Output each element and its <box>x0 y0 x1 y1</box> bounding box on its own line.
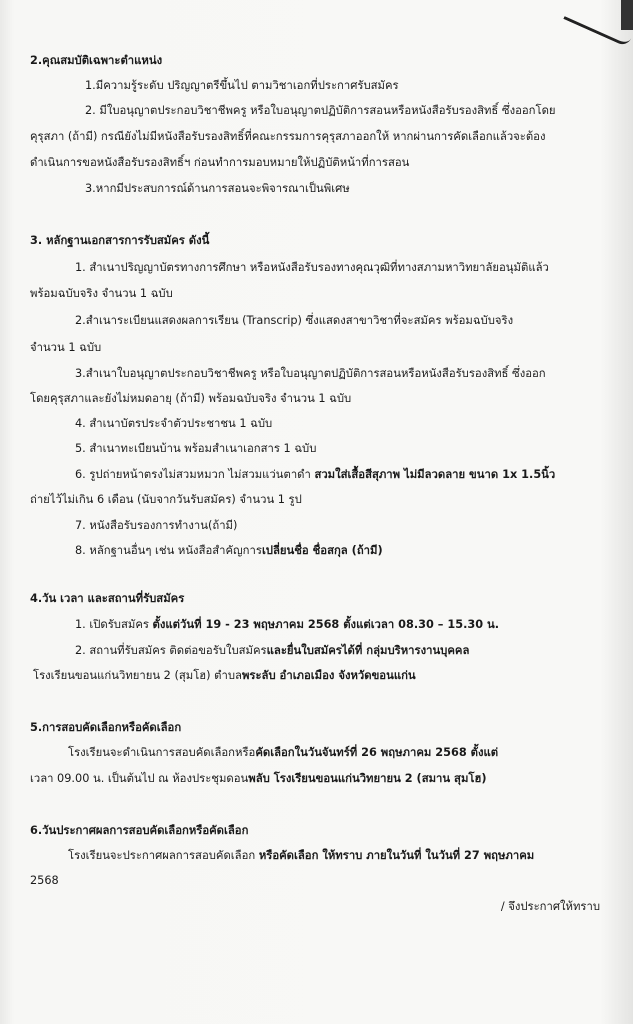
s4-item-2-text: 2. สถานที่รับสมัคร ติดต่อขอรับใบสมัคร <box>75 644 267 657</box>
s4-item-2-line-2 <box>33 665 416 687</box>
s2-item-1: 1.มีความรู้ระดับ ปริญญาตรีขึ้นไป ตามวิชาเอกที่ประกาศรับสมัคร <box>85 79 399 92</box>
s3-item-1-line-2: พร้อมฉบับจริง จำนวน 1 ฉบับ <box>30 287 173 300</box>
s3-item-8 <box>75 540 383 562</box>
page-corner-shadow <box>621 0 633 30</box>
s6-line-2: 2568 <box>30 874 59 887</box>
s4-item-2-bold: และยื่นใบสมัครได้ที่ กลุ่มบริหารงานบุคคล <box>266 644 470 657</box>
s3-item-3-line-2: โดยคุรุสภาและยังไม่หมดอายุ (ถ้ามี) พร้อมฉบับจริง จำนวน 1 ฉบับ <box>30 392 352 405</box>
section-6-heading: 6.วันประกาศผลการสอบคัดเลือกหรือคัดเลือก <box>30 824 249 837</box>
s6-line-1-text: โรงเรียนจะประกาศผลการสอบคัดเลือก <box>68 849 259 862</box>
s3-item-6-line-1 <box>75 464 555 486</box>
s3-item-5: 5. สำเนาทะเบียนบ้าน พร้อมสำเนาเอกสาร 1 ฉบับ <box>75 442 317 455</box>
s3-item-8-bold: เปลี่ยนชื่อ ชื่อสกุล (ถ้ามี) <box>261 544 383 557</box>
s2-item-2-line-2: คุรุสภา (ถ้ามี) กรณียังไม่มีหนังสือรับรองสิทธิ์ที่คณะกรรมการคุรุสภาออกให้ หากผ่านการคัดเลือกแล้วจะต้อง <box>30 130 546 143</box>
section-2-heading: 2.คุณสมบัติเฉพาะตำแหน่ง <box>30 54 163 67</box>
s5-line-1-text: โรงเรียนจะดำเนินการสอบคัดเลือกหรือ <box>68 746 256 759</box>
s5-line-2-bold: พลับ โรงเรียนขอนแก่นวิทยายน 2 (สมาน สุมโฮ) <box>248 772 487 785</box>
s3-item-4: 4. สำเนาบัตรประจำตัวประชาชน 1 ฉบับ <box>75 417 273 430</box>
s5-line-2-text: เวลา 09.00 น. เป็นต้นไป ณ ห้องประชุมดอน <box>30 772 249 785</box>
s4-item-1-text: 1. เปิดรับสมัคร <box>75 618 153 631</box>
s2-item-2-line-1: 2. มีใบอนุญาตประกอบวิชาชีพครู หรือใบอนุญาตปฏิบัติการสอนหรือหนังสือรับรองสิทธิ์ ซึ่งออกโดย <box>85 104 556 117</box>
s6-line-1-bold: หรือคัดเลือก ให้ทราบ ภายในวันที่ ในวันที่ 27 พฤษภาคม <box>258 849 535 862</box>
s5-line-1 <box>68 742 498 764</box>
s4-item-2b-text: โรงเรียนขอนแก่นวิทยายน 2 (สุมโฮ) ตำบล <box>33 669 242 682</box>
s3-item-6-text: 6. รูปถ่ายหน้าตรงไม่สวมหมวก ไม่สวมแว่นตาดำ <box>75 468 315 481</box>
s5-line-1-bold: คัดเลือกในวันจันทร์ที่ 26 พฤษภาคม 2568 ตั้งแต่ <box>255 746 499 759</box>
s4-item-2b-bold: พระลับ อำเภอเมือง จังหวัดขอนแก่น <box>241 669 416 682</box>
s3-item-2-line-1: 2.สำเนาระเบียนแสดงผลการเรียน (Transcrip) ซึ่งแสดงสาขาวิชาที่จะสมัคร พร้อมฉบับจริง <box>75 314 514 327</box>
s3-item-1-line-1: 1. สำเนาปริญญาบัตรทางการศึกษา หรือหนังสือรับรองทางคุณวุฒิที่ทางสภามหาวิทยาลัยอนุมัติแล้ว <box>75 261 549 274</box>
s2-item-3: 3.หากมีประสบการณ์ด้านการสอนจะพิจารณาเป็นพิเศษ <box>85 182 350 195</box>
s5-line-2 <box>30 768 487 790</box>
s2-item-2-line-3: ดำเนินการขอหนังสือรับรองสิทธิ์ฯ ก่อนทำการมอบหมายให้ปฏิบัติหน้าที่การสอน <box>30 156 410 169</box>
s4-item-2-line-1 <box>75 640 469 662</box>
s3-item-7: 7. หนังสือรับรองการทำงาน(ถ้ามี) <box>75 519 238 532</box>
section-3-heading: 3. หลักฐานเอกสารการรับสมัคร ดังนี้ <box>30 234 210 247</box>
s4-item-1 <box>75 614 499 636</box>
s3-item-2-line-2: จำนวน 1 ฉบับ <box>30 341 102 354</box>
s6-line-1 <box>68 845 534 867</box>
s3-item-8-text: 8. หลักฐานอื่นๆ เช่น หนังสือสำคัญการ <box>75 544 262 557</box>
section-4-heading: 4.วัน เวลา และสถานที่รับสมัคร <box>30 592 185 605</box>
s4-item-1-bold: ตั้งแต่วันที่ 19 - 23 พฤษภาคม 2568 ตั้งแต่เวลา 08.30 – 15.30 น. <box>152 618 500 631</box>
section-5-heading: 5.การสอบคัดเลือกหรือคัดเลือก <box>30 721 182 734</box>
s3-item-6-bold: สวมใส่เสื้อสีสุภาพ ไม่มีลวดลาย ขนาด 1x 1.5นิ้ว <box>314 468 556 481</box>
s3-item-6-line-2: ถ่ายไว้ไม่เกิน 6 เดือน (นับจากวันรับสมัคร) จำนวน 1 รูป <box>30 493 302 506</box>
s3-item-3-line-1: 3.สำเนาใบอนุญาตประกอบวิชาชีพครู หรือใบอนุญาตปฏิบัติการสอนหรือหนังสือรับรองสิทธิ์ ซึ่งออก <box>75 367 546 380</box>
closing-line: / จึงประกาศให้ทราบ <box>500 900 600 913</box>
